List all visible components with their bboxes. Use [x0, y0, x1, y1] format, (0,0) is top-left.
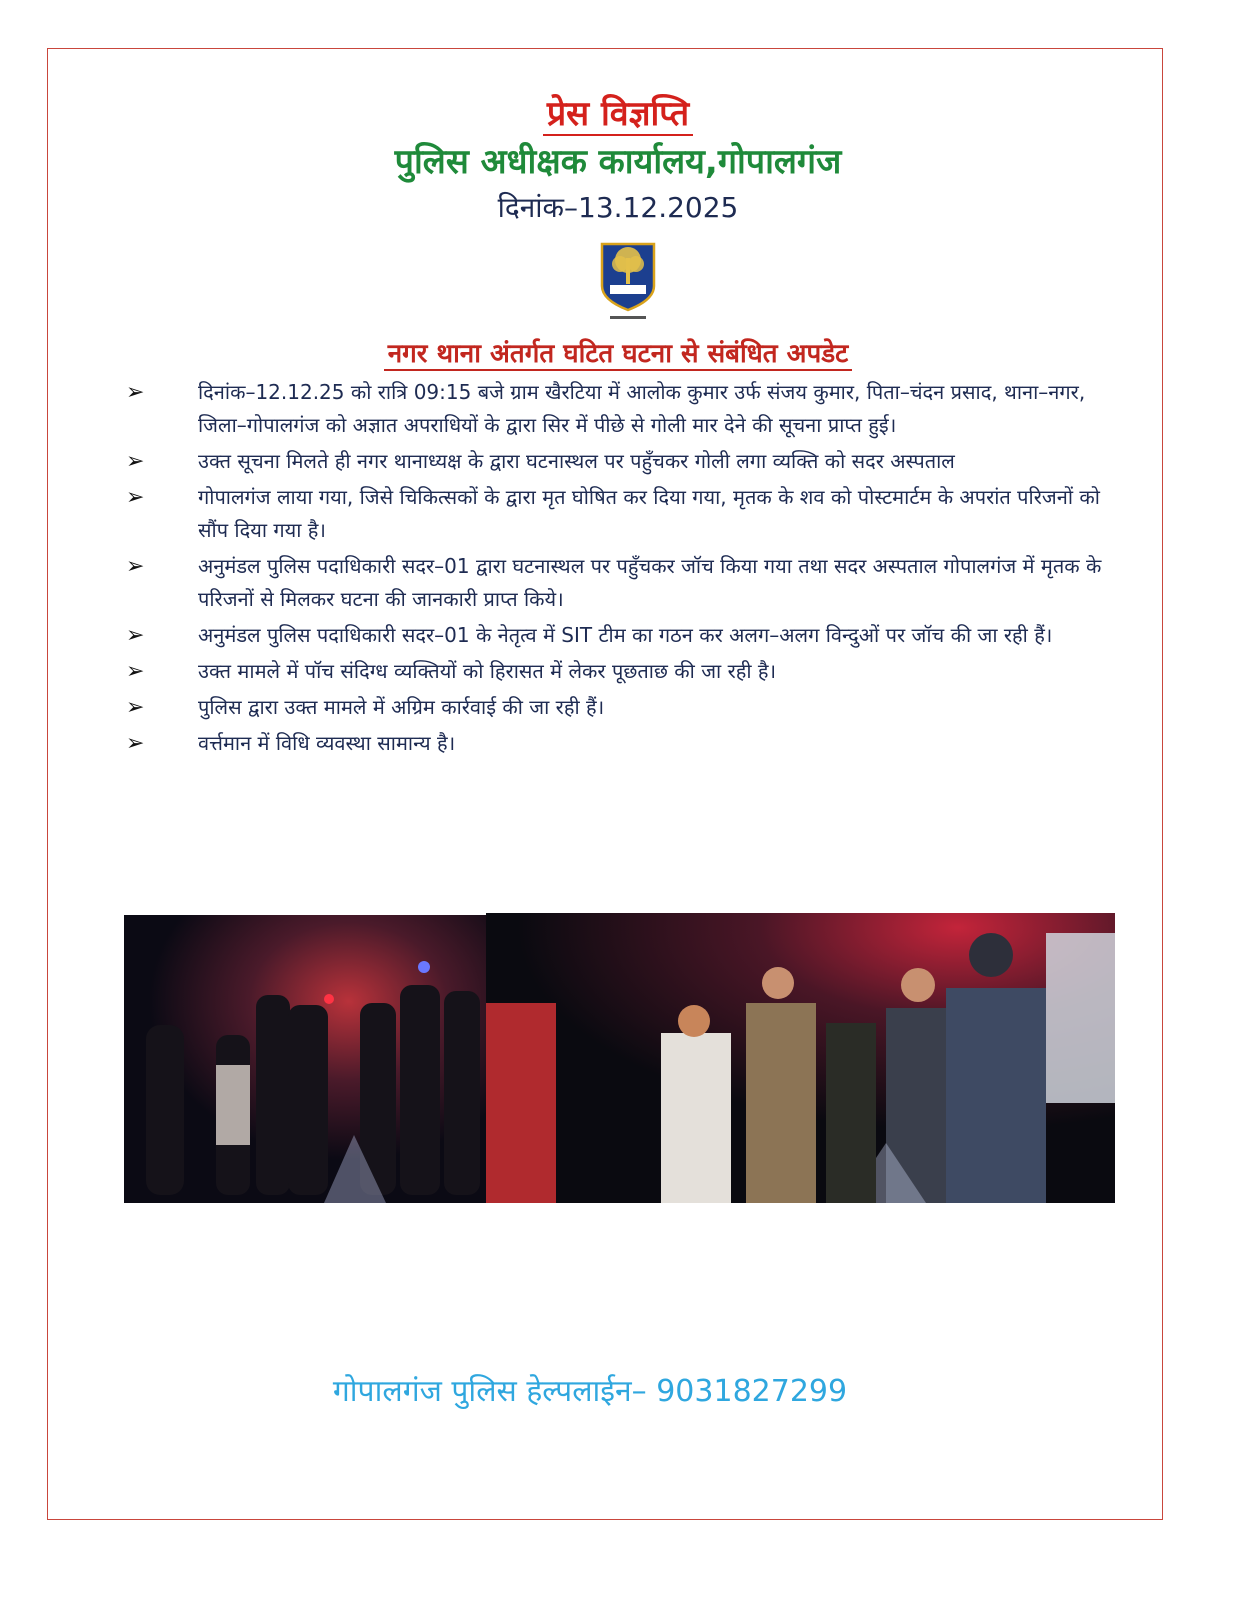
arrow-bullet-icon: ➢: [126, 485, 145, 510]
point-text: दिनांक–12.12.25 को रात्रि 09:15 बजे ग्राम खैरटिया में आलोक कुमार उर्फ संजय कुमार, पिता–चंदन प्रसाद, थाना–नगर, जिला–गोपालगंज को अज्ञात अपराधियों के द्वारा सिर में पीछे से गोली मार देने की सूचना प्राप्त हुई।: [198, 380, 1086, 437]
bihar-police-emblem: [596, 240, 660, 322]
list-item: [120, 619, 1120, 652]
night-scene-photo-left: [124, 915, 486, 1203]
arrow-bullet-icon: ➢: [126, 695, 145, 720]
point-text: पुलिस द्वारा उक्त मामले में अग्रिम कार्रवाई की जा रही हैं।: [198, 695, 605, 719]
list-item: [120, 481, 1120, 547]
point-text: अनुमंडल पुलिस पदाधिकारी सदर–01 के नेतृत्व में SIT टीम का गठन कर अलग–अलग विन्दुओं पर जॉच की जा रही हैं।: [198, 623, 1053, 647]
police-emblem-icon: [596, 240, 660, 322]
list-item: [120, 727, 1120, 760]
point-text: उक्त मामले में पॉच संदिग्ध व्यक्तियों को हिरासत में लेकर पूछताछ की जा रही है।: [198, 659, 777, 683]
press-release-title: प्रेस विज्ञप्ति: [0, 92, 1236, 136]
arrow-bullet-icon: ➢: [126, 659, 145, 684]
incident-photos: [124, 913, 1115, 1203]
point-text: अनुमंडल पुलिस पदाधिकारी सदर–01 द्वारा घटनास्थल पर पहुँचकर जॉच किया गया तथा सदर अस्पताल गोपालगंज में मृतक के परिजनों से मिलकर घटना की जानकारी प्राप्त किये।: [198, 554, 1102, 611]
list-item: [120, 655, 1120, 688]
update-points-list: [120, 376, 1120, 763]
list-item: [120, 550, 1120, 616]
arrow-bullet-icon: ➢: [126, 449, 145, 474]
night-scene-photo-right: [486, 913, 1115, 1203]
list-item: [120, 376, 1120, 442]
arrow-bullet-icon: ➢: [126, 623, 145, 648]
point-text: गोपालगंज लाया गया, जिसे चिकित्सकों के द्वारा मृत घोषित कर दिया गया, मृतक के शव को पोस्टमार्टम के अपरांत परिजनों को सौंप दिया गया है।: [198, 485, 1100, 542]
list-item: [120, 691, 1120, 724]
arrow-bullet-icon: ➢: [126, 554, 145, 579]
release-date: दिनांक–13.12.2025: [497, 191, 739, 224]
police-helpline: गोपालगंज पुलिस हेल्पलाईन– 9031827299: [332, 1374, 848, 1409]
point-text: उक्त सूचना मिलते ही नगर थानाध्यक्ष के द्वारा घटनास्थल पर पहुँचकर गोली लगा व्यक्ति को सदर अस्पताल: [198, 449, 955, 473]
arrow-bullet-icon: ➢: [126, 380, 145, 405]
section-heading: नगर थाना अंतर्गत घटित घटना से संबंधित अपडेट: [0, 336, 1236, 372]
arrow-bullet-icon: ➢: [126, 731, 145, 756]
list-item: [120, 445, 1120, 478]
point-text: वर्त्तमान में विधि व्यवस्था सामान्य है।: [198, 731, 456, 755]
office-name: पुलिस अधीक्षक कार्यालय,गोपालगंज: [394, 142, 842, 182]
